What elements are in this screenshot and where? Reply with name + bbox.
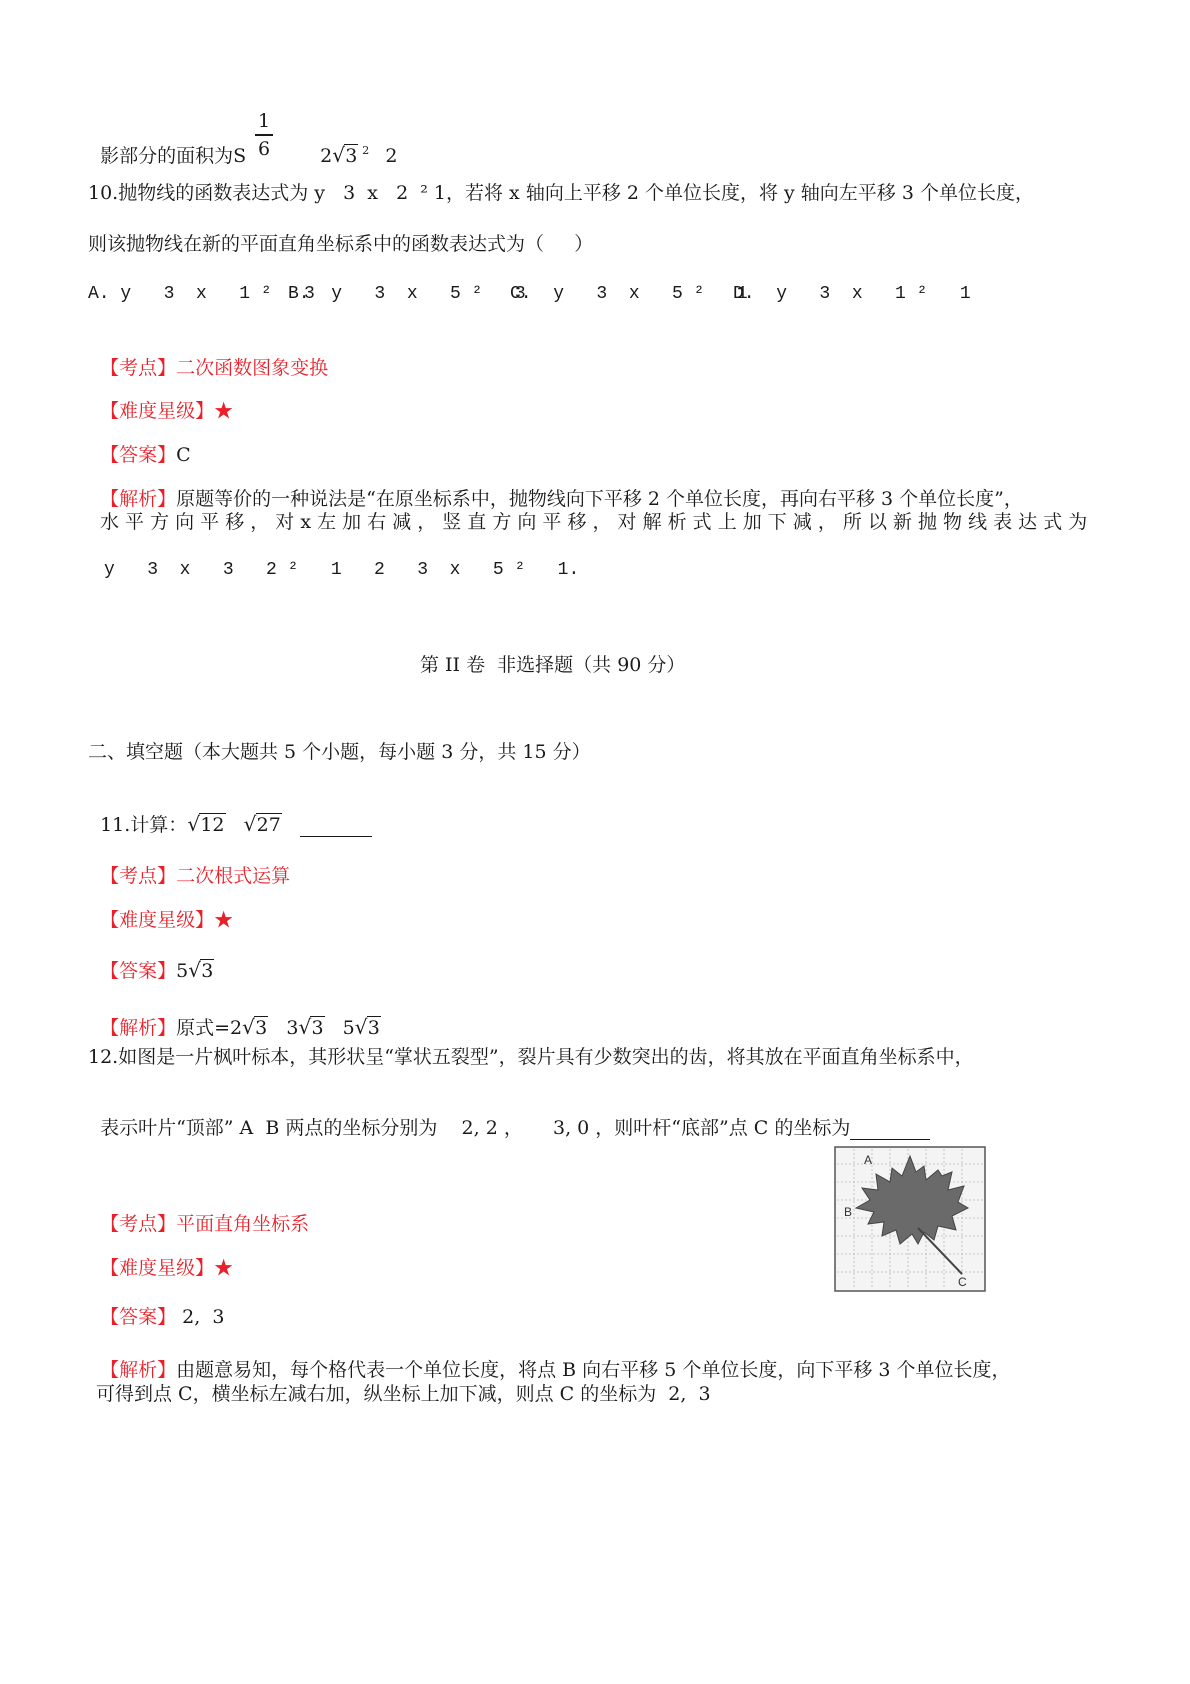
q10-nandu (88, 377, 233, 423)
q11-answer-radicand: 3 (201, 959, 214, 982)
q11-j-r2: 3 (311, 1016, 324, 1039)
q11-j-r1: 3 (255, 1016, 268, 1039)
top-fraction-bar (255, 134, 273, 136)
q11-j-c2: 3 (286, 1016, 299, 1039)
q12-line2-text: 表示叶片“顶部” A B 两点的坐标分别为 2, 2 ， 3, 0 ，则叶杆“底部”点 C 的坐标为 (100, 1116, 851, 1139)
q10-jiexi-line3: y 3 x 3 2 ² 1 2 3 x 5 ² 1. (104, 560, 580, 580)
q11-jiexi (88, 994, 381, 1040)
q12-answer (88, 1283, 224, 1329)
q11-kaodian (88, 842, 290, 888)
q12-kaodian-text: 平面直角坐标系 (176, 1212, 310, 1235)
q12-kaodian (88, 1190, 309, 1236)
q11-nandu (88, 886, 233, 932)
q10-star-icon: ★ (214, 399, 234, 422)
label-c: C (958, 1275, 967, 1289)
q10-jiexi-text1: 原题等价的一种说法是“在原坐标系中，抛物线向下平移 2 个单位长度，再向右平移 3 个单位长度”， (176, 487, 1023, 510)
q11-j-c1: 2 (230, 1016, 243, 1039)
q11-j-c3: 5 (342, 1016, 355, 1039)
q10-line1: 10.抛物线的函数表达式为 y 3 x 2 ² 1，若将 x 轴向上平移 2 个单位长度，将 y 轴向左平移 3 个单位长度， (88, 182, 1034, 204)
top-expr-tail: 2 (385, 144, 398, 167)
q10-kaodian-label: 【考点】 (100, 356, 177, 379)
q10-option-c: C. y 3 x 5 ² 1 (510, 284, 748, 304)
q10-answer-value: C (176, 443, 191, 466)
top-fraction-denominator: 6 (257, 138, 271, 160)
q11-answer (88, 937, 214, 983)
q10-line2: 则该抛物线在新的平面直角坐标系中的函数表达式为（ ） (88, 233, 594, 255)
fill-in-header: 二、填空题（本大题共 5 个小题，每小题 3 分，共 15 分） (88, 741, 591, 763)
q10-jiexi-label: 【解析】 (100, 487, 177, 510)
q11-j-sqrt2: √ 3 (298, 1014, 324, 1039)
q10-answer (88, 421, 191, 467)
q11-j-r3: 3 (367, 1016, 380, 1039)
q11-answer-coef: 5 (176, 959, 189, 982)
q11-j-sqrt1: √ 3 (242, 1014, 268, 1039)
top-sqrt: √ 3 (332, 142, 358, 167)
q10-jiexi-line1 (88, 465, 1023, 511)
top-prefix: 影部分的面积为S (100, 144, 247, 167)
top-expr-radicand: 3 (345, 144, 358, 167)
q10-option-a: A. y 3 x 1 ² 3 (88, 284, 315, 304)
q11-sqrt2: √ 27 (243, 811, 281, 836)
label-b: B (844, 1205, 853, 1219)
section-title: 第 II 卷 非选择题（共 90 分） (420, 654, 686, 676)
q10-kaodian-text: 二次函数图象变换 (176, 356, 329, 379)
q12-nandu (88, 1234, 233, 1280)
q11-jiexi-label: 【解析】 (100, 1016, 177, 1039)
q11-jiexi-prefix: 原式= (176, 1016, 231, 1039)
q11-radicand1: 12 (200, 813, 225, 836)
q11-nandu-label: 【难度星级】 (100, 908, 215, 931)
q12-jiexi-text1: 由题意易知，每个格代表一个单位长度，将点 B 向右平移 5 个单位长度，向下平移 3 个单位长度， (176, 1358, 1011, 1381)
q10-jiexi-line2: 水 平 方 向 平 移 ， 对 x 左 加 右 减 ， 竖 直 方 向 平 移 ， 对 解 析 式 上 加 下 减 ， 所 以 新 抛 物 线 表 达 式 为 (100, 511, 1088, 533)
q10-answer-label: 【答案】 (100, 443, 177, 466)
top-expr-coef: 2 (320, 144, 333, 167)
q10-nandu-label: 【难度星级】 (100, 399, 215, 422)
q11-kaodian-label: 【考点】 (100, 864, 177, 887)
q12-jiexi-line2: 可得到点 C，横坐标左减右加，纵坐标上加下减，则点 C 的坐标为 2, 3 (96, 1383, 711, 1405)
top-fraction-numerator: 1 (257, 110, 271, 132)
q10-option-b: B. y 3 x 5 ² 3 (288, 284, 526, 304)
q11-question (88, 791, 372, 837)
top-area-line (88, 122, 246, 168)
q11-prefix: 11.计算： (100, 813, 188, 836)
q11-star-icon: ★ (214, 908, 234, 931)
label-a: A (864, 1153, 873, 1167)
q12-nandu-label: 【难度星级】 (100, 1256, 215, 1279)
q10-kaodian (88, 334, 328, 380)
q12-jiexi-label: 【解析】 (100, 1358, 177, 1381)
maple-leaf-svg (834, 1146, 986, 1292)
q12-kaodian-label: 【考点】 (100, 1212, 177, 1235)
q11-answer-label: 【答案】 (100, 959, 177, 982)
q11-kaodian-text: 二次根式运算 (176, 864, 291, 887)
q11-answer-blank (300, 818, 372, 837)
q11-sqrt1: √ 12 (187, 811, 225, 836)
q12-answer-label: 【答案】 (100, 1305, 177, 1328)
top-expression (308, 122, 397, 168)
q10-option-d: D. y 3 x 1 ² 1 (733, 284, 971, 304)
q11-radicand2: 27 (256, 813, 281, 836)
q12-line2 (88, 1094, 930, 1140)
q12-answer-blank (850, 1121, 930, 1140)
q12-jiexi-line1 (88, 1336, 1011, 1382)
q11-answer-sqrt: √ 3 (188, 957, 214, 982)
q11-j-sqrt3: √ 3 (354, 1014, 380, 1039)
top-expr-sup: 2 (362, 143, 370, 157)
q12-line1: 12.如图是一片枫叶标本，其形状呈“掌状五裂型”，裂片具有少数突出的齿，将其放在平面直角坐标系中， (88, 1046, 974, 1068)
q12-answer-value: 2, 3 (176, 1305, 225, 1328)
maple-leaf-figure (834, 1146, 986, 1292)
q12-star-icon: ★ (214, 1256, 234, 1279)
